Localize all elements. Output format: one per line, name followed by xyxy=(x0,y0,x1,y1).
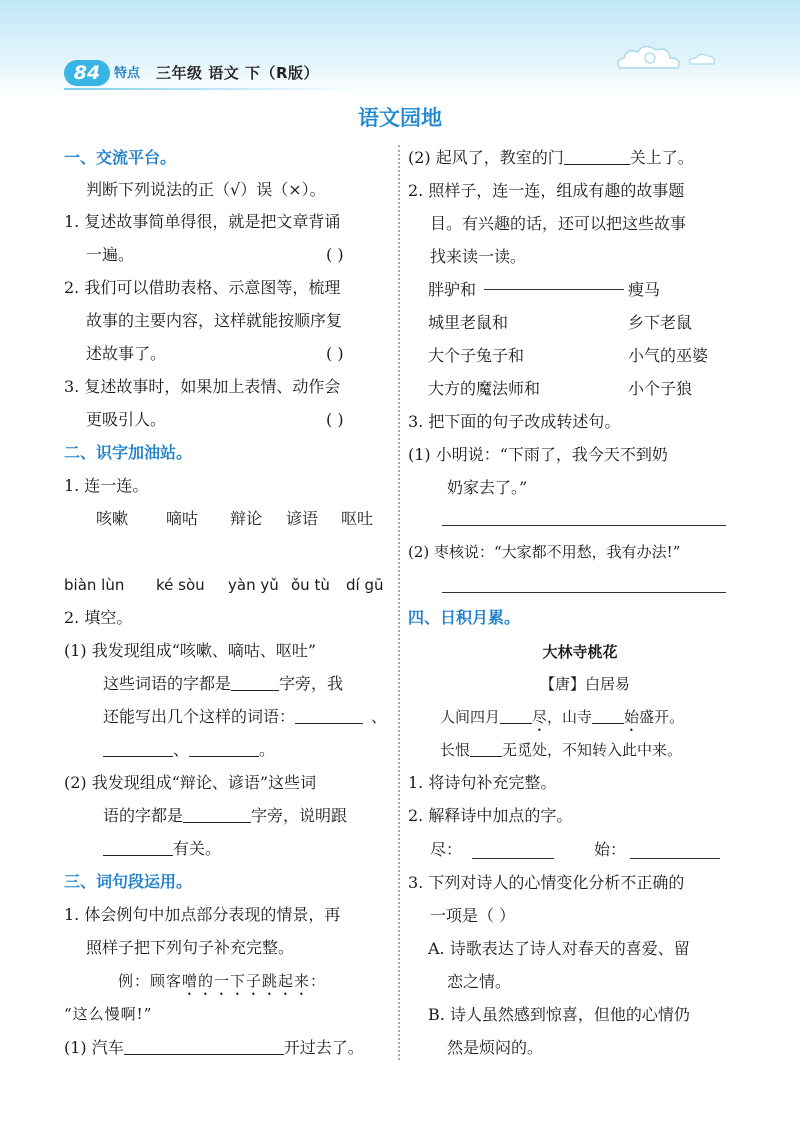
poem-l2-a: 长恨 xyxy=(440,741,471,759)
blank-word-2[interactable] xyxy=(103,739,173,757)
shi-answer-line[interactable] xyxy=(630,858,720,859)
s2-q2: 2. 填空。 xyxy=(64,608,133,627)
match-left-4[interactable]: 大方的魔法师和 xyxy=(428,379,541,398)
poem-q2: 2. 解释诗中加点的字。 xyxy=(408,806,573,825)
option-b-line1[interactable]: B. 诗人虽然感到惊喜，但他的心情仍 xyxy=(428,1005,690,1024)
word-4: 谚语 xyxy=(286,509,319,528)
q1-line1: 1. 复述故事简单得很，就是把文章背诵 xyxy=(64,212,341,231)
fill1-post: 字旁，我 xyxy=(279,674,344,693)
poem-q1: 1. 将诗句补充完整。 xyxy=(408,773,557,792)
poem-l1-c: ，山寺 xyxy=(547,708,593,726)
fill2c-post: 有关。 xyxy=(173,839,222,858)
poem-line1 xyxy=(440,705,684,735)
answer-paren-3[interactable]: ( ) xyxy=(326,410,344,429)
section-1-heading: 一、交流平台。 xyxy=(64,148,177,167)
match-left-2[interactable]: 城里老鼠和 xyxy=(428,313,509,332)
header-underline xyxy=(64,88,354,90)
page-number: 84 xyxy=(64,60,110,86)
blank-poem-3[interactable] xyxy=(470,739,502,757)
q2-line2: 故事的主要内容，这样就能按顺序复 xyxy=(86,311,343,330)
match-right-3[interactable]: 小气的巫婆 xyxy=(628,346,709,365)
jin-answer-line[interactable] xyxy=(472,858,554,859)
s3-1-pre: (1) 汽车 xyxy=(64,1038,124,1057)
q1-line2: 一遍。 xyxy=(86,245,135,264)
pinyin-2: ké sòu xyxy=(156,576,205,594)
pinyin-3: yàn yǔ xyxy=(228,576,279,594)
book-title: 三年级 语文 下（R版） xyxy=(156,64,319,82)
answer-paren-2[interactable]: ( ) xyxy=(326,344,344,363)
match-right-2[interactable]: 乡下老鼠 xyxy=(628,313,693,332)
page-title: 语文园地 xyxy=(358,106,442,130)
match-right-4[interactable]: 小个子狼 xyxy=(628,379,693,398)
fill2-line2 xyxy=(103,804,347,828)
fill1c-post: 、 xyxy=(371,707,388,726)
blank-radical-2[interactable] xyxy=(183,805,251,823)
fill1-line2 xyxy=(103,672,343,696)
cloud-icon xyxy=(610,40,720,74)
s3-1-post: 开过去了。 xyxy=(283,1038,364,1057)
pinyin-5: dí gū xyxy=(346,576,384,594)
poem-author: 【唐】白居易 xyxy=(539,675,630,693)
blank-poem-2[interactable] xyxy=(592,706,624,724)
option-a-line1[interactable]: A. 诗歌表达了诗人对春天的喜爱、留 xyxy=(428,939,690,958)
brand-logo: 特点 xyxy=(114,66,141,81)
q2-line1: 2. 我们可以借助表格、示意图等，梳理 xyxy=(64,278,341,297)
s3-2-pre: (2) 起风了，教室的门 xyxy=(408,148,564,167)
poem-q3-line1: 3. 下列对诗人的心情变化分析不正确的 xyxy=(408,873,685,892)
fill1-line3 xyxy=(103,705,387,729)
poem-l1-b: 尽 xyxy=(532,708,548,726)
poem-l1-d: 始 xyxy=(624,708,640,726)
transform-1-line2: 奶家去了。” xyxy=(447,478,528,497)
match-right-1[interactable]: 瘦马 xyxy=(628,280,661,299)
poem-title: 大林寺桃花 xyxy=(542,643,618,661)
fill2-post: 字旁，说明跟 xyxy=(251,806,348,825)
s3-q1-line1: 1. 体会例句中加点部分表现的情景，再 xyxy=(64,905,341,924)
example-dotted: 噌的一下子跳起来 xyxy=(182,972,311,990)
s3-q1-line2: 照样子把下列句子补充完整。 xyxy=(86,938,295,957)
poem-l1-a: 人间四月 xyxy=(440,708,501,726)
pinyin-4: ǒu tù xyxy=(291,576,330,594)
r-q2-line3: 找来读一读。 xyxy=(430,247,527,266)
blank-meaning[interactable] xyxy=(103,838,173,856)
fill1-line4 xyxy=(103,738,275,762)
poem-l2-b: 无觅处，不知转入此中来。 xyxy=(502,741,683,759)
option-a-line2: 恋之情。 xyxy=(447,972,512,991)
q2-line3: 述故事了。 xyxy=(86,344,167,363)
word-5: 呕吐 xyxy=(341,509,374,528)
blank-word-3[interactable] xyxy=(189,739,259,757)
example-pre: 例：顾客 xyxy=(118,972,183,990)
option-b-line2: 然是烦闷的。 xyxy=(447,1038,544,1057)
pinyin-1: biàn lùn xyxy=(64,576,125,594)
word-2: 嘀咕 xyxy=(166,509,199,528)
fill1-line1: (1) 我发现组成“咳嗽、嘀咕、呕吐” xyxy=(64,641,317,660)
fill1d-mid: 、 xyxy=(173,740,190,759)
example-line2: “这么慢啊!” xyxy=(64,1005,153,1023)
q3-line2: 更吸引人。 xyxy=(86,410,167,429)
jin-label: 尽： xyxy=(430,840,463,859)
fill1d-end: 。 xyxy=(259,740,276,759)
section-3-heading: 三、词句段运用。 xyxy=(64,872,193,891)
blank-car[interactable] xyxy=(124,1037,284,1055)
answer-line-1[interactable] xyxy=(442,525,726,526)
match-example-line xyxy=(484,289,624,290)
shi-label: 始： xyxy=(594,840,627,859)
q3-line1: 3. 复述故事时，如果加上表情、动作会 xyxy=(64,377,341,396)
s3-1-line xyxy=(64,1036,364,1060)
s3-2-post: 关上了。 xyxy=(629,148,694,167)
match-left-1[interactable]: 胖驴和 xyxy=(428,280,477,299)
fill2-pre: 语的字都是 xyxy=(103,806,184,825)
fill2-line1: (2) 我发现组成“辩论、谚语”这些词 xyxy=(64,773,317,792)
answer-paren-1[interactable]: ( ) xyxy=(326,245,344,264)
transform-2: (2) 枣核说：“大家都不用愁，我有办法!” xyxy=(408,543,681,561)
section-4-heading: 四、日积月累。 xyxy=(408,608,521,627)
example-post: ： xyxy=(310,972,327,990)
blank-radical-1[interactable] xyxy=(231,673,279,691)
r-q2-line1: 2. 照样子，连一连，组成有趣的故事题 xyxy=(408,181,685,200)
poem-line2 xyxy=(440,738,682,762)
blank-door[interactable] xyxy=(564,147,630,165)
answer-line-2[interactable] xyxy=(442,592,726,593)
example-line1 xyxy=(118,969,326,999)
fill1-pre: 这些词语的字都是 xyxy=(103,674,232,693)
blank-poem-1[interactable] xyxy=(500,706,532,724)
poem-q3-line2: 一项是（ ） xyxy=(430,906,516,925)
r-q2-line2: 目。有兴趣的话，还可以把这些故事 xyxy=(430,214,687,233)
match-left-3[interactable]: 大个子兔子和 xyxy=(428,346,525,365)
poem-l1-e: 盛开。 xyxy=(639,708,685,726)
transform-1-line1: (1) 小明说：“下雨了，我今天不到奶 xyxy=(408,445,668,464)
s1-intro: 判断下列说法的正（√）误（×）。 xyxy=(86,180,326,199)
word-1: 咳嗽 xyxy=(96,509,129,528)
blank-word-1[interactable] xyxy=(295,706,363,724)
s3-2-line xyxy=(408,146,694,170)
r-q3: 3. 把下面的句子改成转述句。 xyxy=(408,412,621,431)
fill1c-pre: 还能写出几个这样的词语： xyxy=(103,707,296,726)
word-3: 辩论 xyxy=(230,509,263,528)
column-divider xyxy=(398,145,400,1060)
fill2-line3 xyxy=(103,837,221,861)
section-2-heading: 二、识字加油站。 xyxy=(64,443,193,462)
s2-q1: 1. 连一连。 xyxy=(64,476,149,495)
